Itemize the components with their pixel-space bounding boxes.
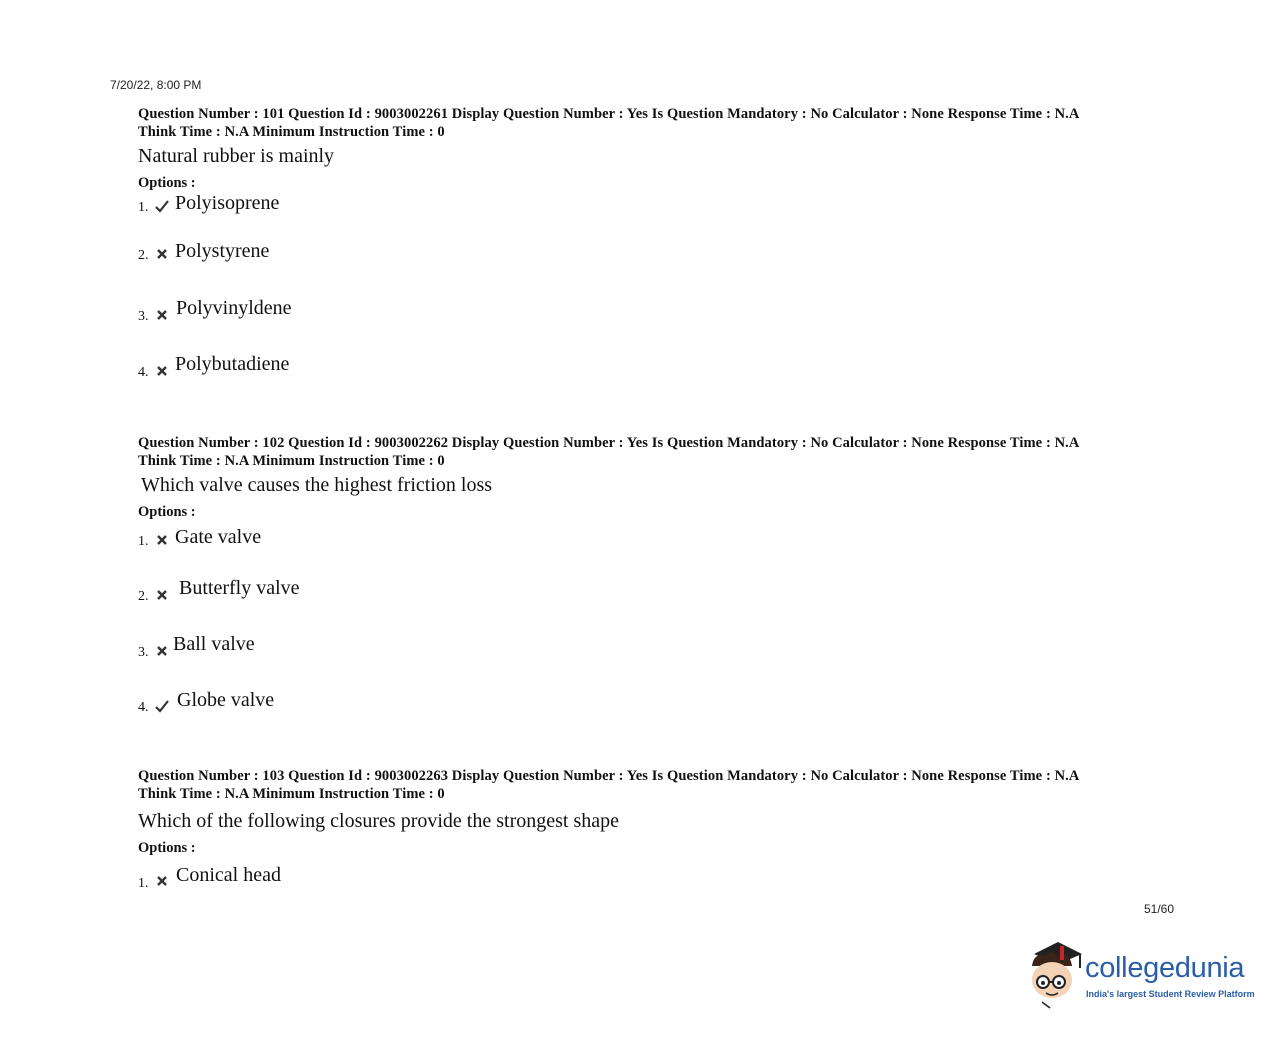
question-meta	[138, 434, 1158, 470]
cross-icon	[154, 587, 170, 603]
page-number: 51/60	[1144, 902, 1175, 916]
option-text: Conical head	[176, 864, 281, 886]
question-text: Natural rubber is mainly	[138, 145, 335, 167]
check-icon	[154, 698, 170, 714]
check-icon	[154, 198, 170, 214]
question-block	[138, 105, 1158, 395]
option-text: Polyvinyldene	[176, 297, 292, 319]
option-number: 1.	[138, 200, 149, 215]
logo-wordmark: collegedunia	[1085, 952, 1245, 984]
cross-icon	[154, 643, 170, 659]
option-number: 2.	[138, 589, 149, 604]
option-number: 4.	[138, 700, 149, 715]
question-meta-line2: Think Time : N.A Minimum Instruction Time : 0	[138, 786, 445, 802]
option-text: Ball valve	[173, 633, 255, 655]
options-label: Options :	[138, 504, 196, 520]
option-number: 1.	[138, 876, 149, 891]
option-number: 2.	[138, 248, 149, 263]
print-timestamp: 7/20/22, 8:00 PM	[110, 78, 202, 92]
cross-icon	[154, 532, 170, 548]
cross-icon	[154, 246, 170, 262]
option-number: 4.	[138, 365, 149, 380]
option-text: Globe valve	[177, 689, 275, 711]
question-meta-line2: Think Time : N.A Minimum Instruction Time : 0	[138, 124, 445, 140]
cross-icon	[154, 307, 170, 323]
collegedunia-logo	[1024, 938, 1254, 1010]
question-meta-line1: Question Number : 103 Question Id : 9003002263 Display Question Number : Yes Is Question Mandatory : No Calculator : None Response Time : N.A	[138, 768, 1080, 784]
cross-icon	[154, 363, 170, 379]
question-meta-line2: Think Time : N.A Minimum Instruction Time : 0	[138, 453, 445, 469]
question-meta	[138, 767, 1158, 803]
option-text: Polyisoprene	[175, 192, 280, 214]
question-block	[138, 767, 1158, 897]
option-number: 1.	[138, 534, 149, 549]
option-text: Polybutadiene	[175, 353, 290, 375]
question-meta-line1: Question Number : 102 Question Id : 9003002262 Display Question Number : Yes Is Question Mandatory : No Calculator : None Response Time : N.A	[138, 435, 1080, 451]
question-text: Which of the following closures provide the strongest shape	[138, 810, 619, 832]
option-number: 3.	[138, 645, 149, 660]
logo-tagline: India's largest Student Review Platform	[1086, 989, 1255, 999]
options-label: Options :	[138, 175, 196, 191]
mascot-icon	[1024, 938, 1086, 1010]
option-text: Polystyrene	[175, 240, 270, 262]
option-number: 3.	[138, 309, 149, 324]
question-meta	[138, 105, 1158, 141]
options-label: Options :	[138, 840, 196, 856]
option-text: Butterfly valve	[179, 577, 300, 599]
question-text: Which valve causes the highest friction loss	[141, 474, 493, 496]
option-text: Gate valve	[175, 526, 262, 548]
question-block	[138, 434, 1158, 724]
question-meta-line1: Question Number : 101 Question Id : 9003002261 Display Question Number : Yes Is Question Mandatory : No Calculator : None Response Time : N.A	[138, 106, 1080, 122]
cross-icon	[154, 873, 170, 889]
